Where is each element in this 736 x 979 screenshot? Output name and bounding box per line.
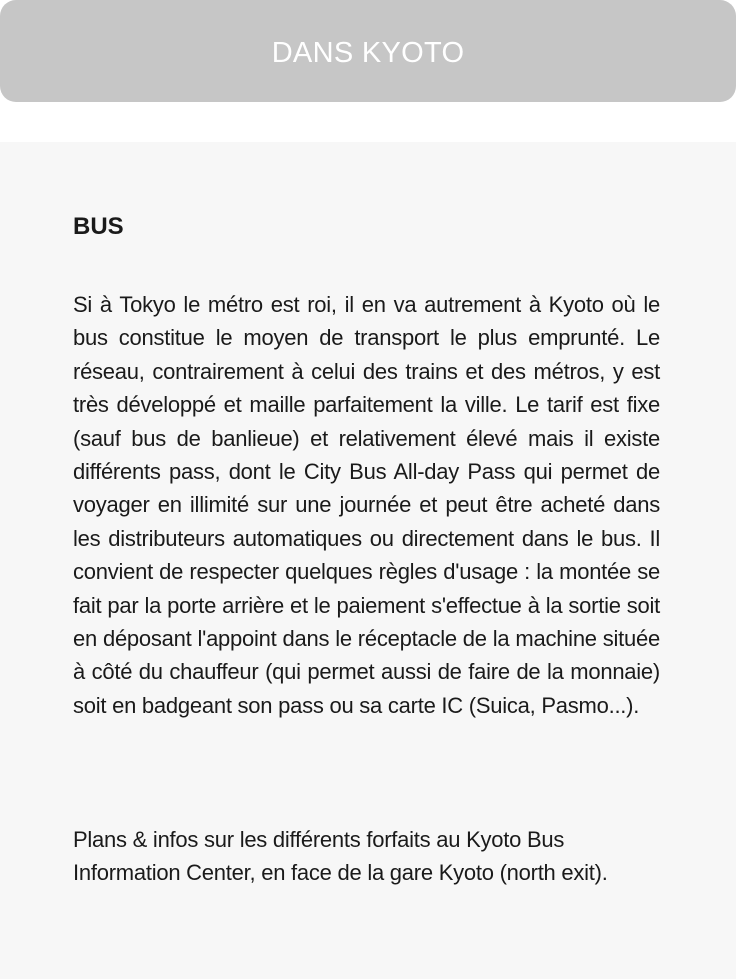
page-title: DANS KYOTO (271, 36, 465, 69)
header-banner (0, 0, 736, 102)
section-title: BUS (73, 213, 124, 240)
body-paragraph-2: Plans & infos sur les différents forfaits au Kyoto Bus Information Center, en face de la gare Kyoto (north exit). (73, 827, 608, 886)
body-paragraph-1: Si à Tokyo le métro est roi, il en va autrement à Kyoto où le bus constitue le moyen de transport le plus emprunté. Le réseau, contrairement à celui des trains et des métros, y est très développé et maille parfaitement la ville. Le tarif est fixe (sauf bus de banlieue) et relativement élevé mais il existe différents pass, dont le City Bus All-day Pass qui permet de voyager en illimité sur une journée et peut être acheté dans les distributeurs automatiques ou directement dans le bus. Il convient de respecter quelques règles d'usage : la montée se fait par la porte arrière et le paiement s'effectue à la sortie soit en déposant l'appoint dans le réceptacle de la machine située à côté du chauffeur (qui permet aussi de faire de la monnaie) soit en badgeant son pass ou sa carte IC (Suica, Pasmo...). (73, 292, 660, 718)
content-panel (0, 142, 736, 979)
